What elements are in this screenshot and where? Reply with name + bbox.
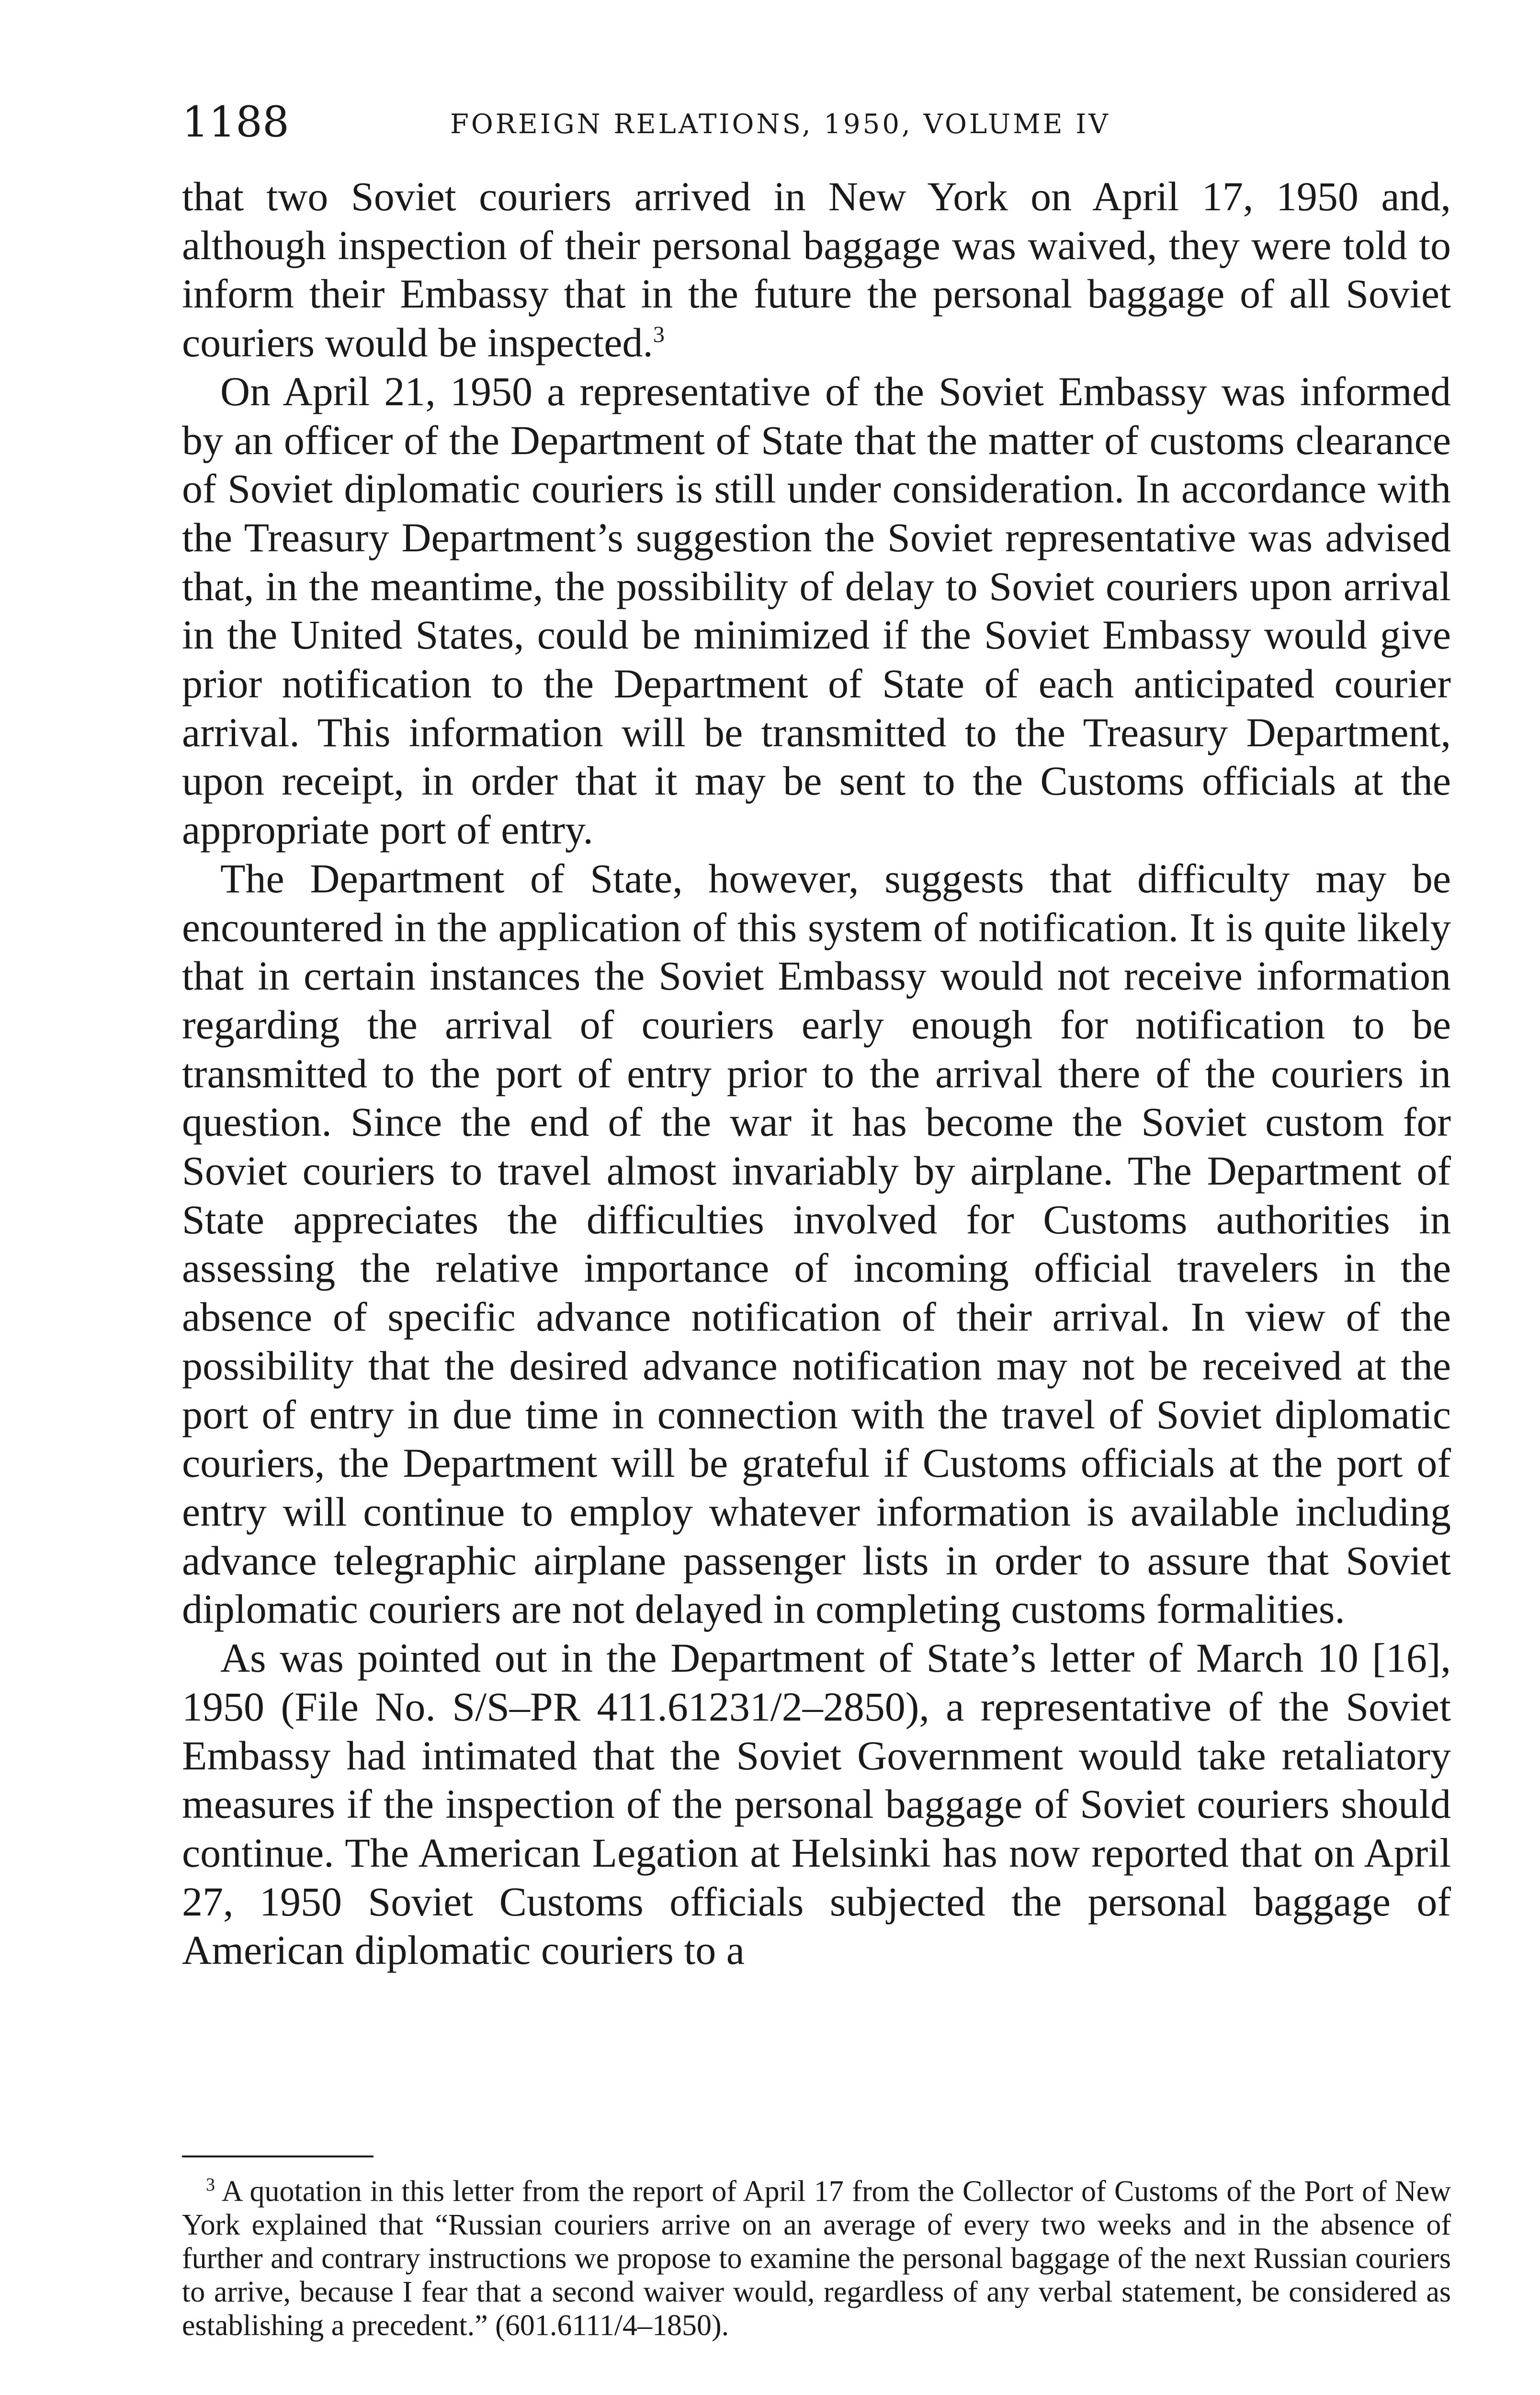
footnote-text: A quotation in this letter from the report of April 17 from the Collector of Customs of the Port of New York explained that “Russian couriers arrive on an average of every two weeks and in the absence of further and contrary instructions we propose to examine the personal baggage of the next Russian couriers to arrive, because I fear that a second waiver would, regardless of any verbal statement, be considered as establishing a precedent.” (601.6111/4–1850). xyxy=(182,2175,1451,2342)
paragraph-4: As was pointed out in the Department of State’s letter of March 10 [16], 1950 (File No. S/S–PR 411.61231/2–2850), a representative of the Soviet Embassy had intimated that the Soviet Government would take retaliatory measures if the inspection of the personal baggage of Soviet couriers should continue. The American Legation at Helsinki has now reported that on April 27, 1950 Soviet Customs officials subjected the personal baggage of American diplomatic couriers to a xyxy=(182,1635,1451,1973)
footnote-reference: 3 xyxy=(653,322,665,348)
page-header xyxy=(182,96,1451,148)
body-text xyxy=(182,172,1451,1975)
footnote-3 xyxy=(182,2175,1451,2342)
paragraph-2: On April 21, 1950 a representative of the Soviet Embassy was informed by an officer of the Department of State that the matter of customs clearance of Soviet diplomatic couriers is still under consideration. In accordance with the Treasury Department’s suggestion the Soviet representative was advised that, in the meantime, the possibility of delay to Soviet couriers upon arrival in the United States, could be minimized if the Soviet Embassy would give prior notification to the Department of State of each anticipated courier arrival. This information will be transmitted to the Treasury Department, upon receipt, in order that it may be sent to the Customs officials at the appropriate port of entry. xyxy=(182,368,1451,853)
paragraph-3: The Department of State, however, suggests that difficulty may be encountered in the application of this system of notification. It is quite likely that in certain instances the Soviet Embassy would not receive information regarding the arrival of couriers early enough for notification to be transmitted to the port of entry prior to the arrival there of the couriers in question. Since the end of the war it has become the Soviet custom for Soviet couriers to travel almost invariably by airplane. The Department of State appreciates the difficulties involved for Customs authorities in assessing the relative importance of incoming official travelers in the absence of specific advance notification of their arrival. In view of the possibility that the desired advance notification may not be received at the port of entry in due time in connection with the travel of Soviet diplomatic couriers, the Department will be grateful if Customs officials at the port of entry will continue to employ whatever information is available including advance telegraphic airplane passenger lists in order to assure that Soviet diplomatic couriers are not delayed in completing customs formalities. xyxy=(182,855,1451,1632)
paragraph-1-text: that two Soviet couriers arrived in New York on April 17, 1950 and, although inspection of their personal baggage was waived, they were told to inform their Embassy that in the future the personal baggage of all Soviet couriers would be inspected. xyxy=(182,173,1451,366)
footnote-divider xyxy=(182,2156,374,2157)
running-head: FOREIGN RELATIONS, 1950, VOLUME IV xyxy=(450,109,1110,140)
footnotes xyxy=(182,2175,1451,2342)
paragraph-1 xyxy=(182,172,1451,367)
page-number: 1188 xyxy=(182,97,289,147)
footnote-mark: 3 xyxy=(206,2175,215,2195)
